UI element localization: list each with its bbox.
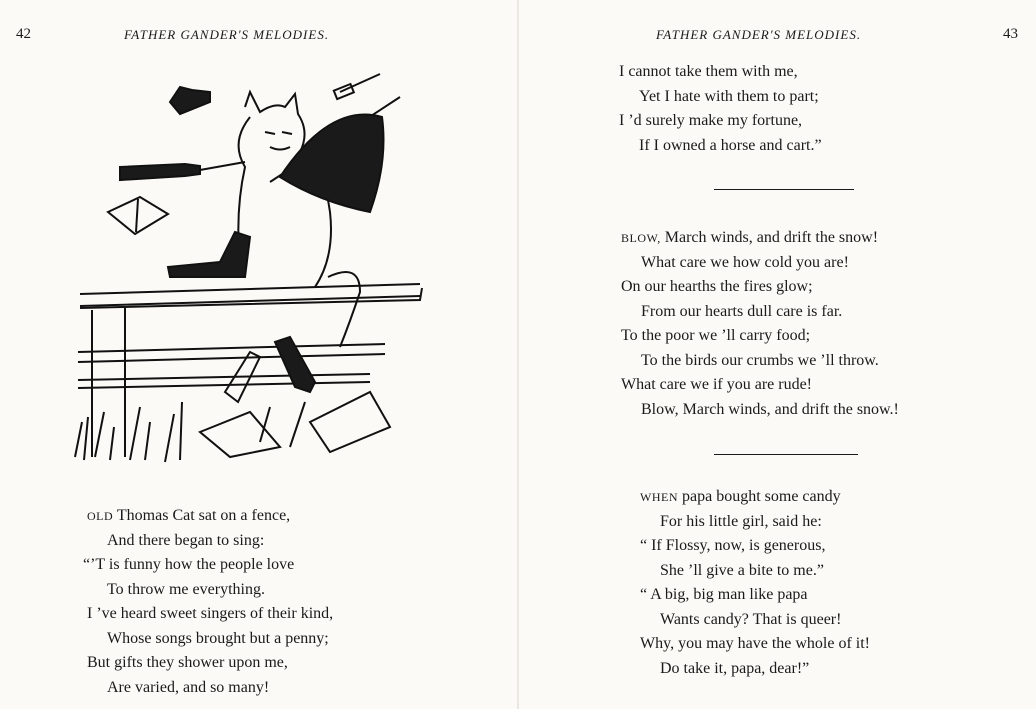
verse-line: Do take it, papa, dear!” (660, 659, 810, 677)
verse-line: What care we if you are rude! (621, 376, 812, 393)
verse-line: To throw me everything. (107, 580, 265, 598)
verse-line: Blow, March winds, and drift the snow.! (641, 400, 899, 418)
verse-line: To the birds our crumbs we ’ll throw. (641, 351, 879, 369)
poem-thomas-cat (83, 504, 334, 700)
verse-line: I ’ve heard sweet singers of their kind, (87, 605, 334, 622)
verse-line: What care we how cold you are! (641, 253, 849, 271)
verse-line: Wants candy? That is queer! (660, 610, 842, 628)
running-head: FATHER GANDER'S MELODIES. (124, 27, 330, 42)
verse-line: I cannot take them with me, (619, 63, 798, 80)
verse-line: She ’ll give a bite to me.” (660, 561, 824, 579)
running-head: FATHER GANDER'S MELODIES. (656, 27, 862, 42)
poem-continuation (619, 60, 822, 158)
verse-line: “’T is funny how the people love (83, 556, 295, 573)
verse-line: To the poor we ’ll carry food; (621, 327, 811, 344)
verse-line: Yet I hate with them to part; (639, 87, 819, 105)
verse-line: From our hearts dull care is far. (641, 302, 843, 320)
page-number: 42 (16, 26, 31, 42)
verse-line: For his little girl, said he: (660, 512, 822, 530)
cat-on-fence-illustration (70, 62, 440, 474)
smallcaps-first-word: BLOW, (621, 231, 661, 245)
poem-march-winds (621, 226, 899, 422)
verse-line: Whose songs brought but a penny; (107, 629, 329, 647)
verse-line: “ If Flossy, now, is generous, (640, 537, 826, 554)
verse-line: On our hearths the fires glow; (621, 278, 813, 295)
smallcaps-first-word: OLD (87, 509, 114, 523)
verse-line: I ’d surely make my fortune, (619, 112, 803, 129)
page-number: 43 (1003, 26, 1018, 42)
poem-papa-candy (640, 485, 870, 681)
verse-line: And there began to sing: (107, 531, 265, 549)
verse-line: WHEN papa bought some candy (640, 488, 841, 505)
smallcaps-first-word: WHEN (640, 490, 678, 504)
verse-line: Why, you may have the whole of it! (640, 635, 871, 652)
verse-line: OLD Thomas Cat sat on a fence, (87, 507, 291, 524)
verse-line: Are varied, and so many! (107, 678, 270, 696)
verse-line: “ A big, big man like papa (640, 586, 808, 603)
verse-line: BLOW, March winds, and drift the snow! (621, 229, 879, 246)
verse-line: If I owned a horse and cart.” (639, 136, 822, 154)
section-divider (714, 189, 854, 190)
verse-line: But gifts they shower upon me, (87, 654, 288, 671)
right-page (518, 0, 1036, 709)
section-divider (714, 454, 858, 455)
